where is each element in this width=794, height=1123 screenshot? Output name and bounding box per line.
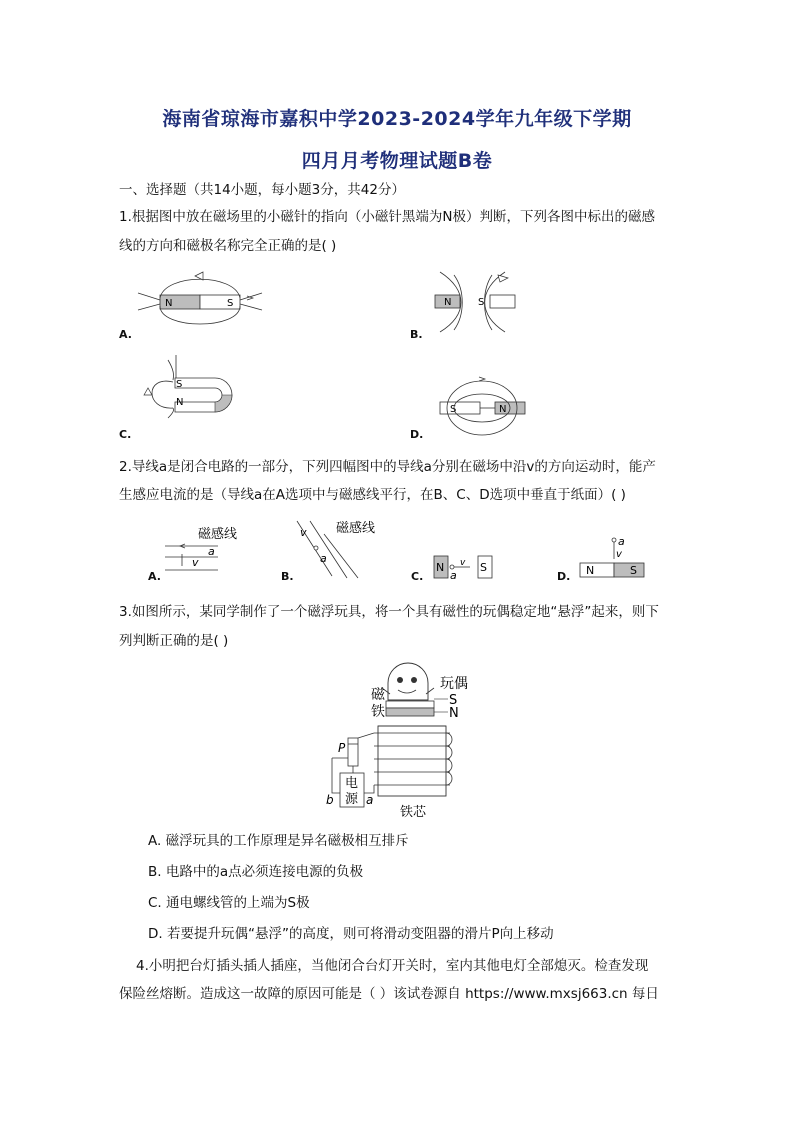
- q2b-v-label: v: [300, 526, 307, 539]
- q2c-n-label: N: [436, 561, 445, 574]
- q3-core-label: 铁芯: [400, 805, 427, 820]
- q1-figure-b: [430, 270, 530, 335]
- q1-option-b: B.: [410, 328, 423, 341]
- q2-line-1: 2.导线a是闭合电路的一部分，下列四幅图中的导线a分别在磁场中沿v的方向运动时，能产: [119, 459, 656, 475]
- q3-choice-c: C. 通电螺线管的上端为S极: [148, 895, 310, 911]
- q1-line-2: 线的方向和磁极名称完全正确的是( ): [119, 238, 337, 254]
- q3-magnet-label-1: 磁: [371, 687, 385, 703]
- q2-figure-d: [578, 535, 648, 581]
- q1c-s-label: S: [176, 379, 183, 390]
- q1c-n-label: N: [176, 397, 184, 408]
- title-line-1: 海南省琼海市嘉积中学2023-2024学年九年级下学期: [162, 108, 632, 130]
- q4-line-1: 4.小明把台灯插头插人插座，当他闭合台灯开关时，室内其他电灯全部熄灭。检查发现: [136, 958, 649, 974]
- q2-figure-a: [160, 524, 250, 579]
- q3-s-label: S: [449, 693, 458, 708]
- q2d-a-label: a: [618, 535, 625, 548]
- q1-figure-c: [140, 350, 240, 420]
- q3-a-label: a: [366, 793, 374, 807]
- q2a-v-label: v: [192, 556, 199, 569]
- q1a-n-label: N: [165, 298, 173, 309]
- q2-figure-b: [292, 516, 392, 581]
- q2c-a-label: a: [450, 569, 457, 582]
- q2-option-b: B.: [281, 570, 294, 583]
- q2a-field-label: 磁感线: [198, 527, 238, 542]
- q1d-n-label: N: [499, 404, 507, 415]
- q1d-s-label: S: [450, 404, 457, 415]
- q1a-s-label: S: [227, 298, 234, 309]
- q2-figure-c: [432, 553, 502, 583]
- q2b-field-label: 磁感线: [336, 521, 376, 536]
- q2d-n-label: N: [586, 564, 595, 577]
- q3-power-label-2: 源: [345, 792, 359, 807]
- q2-option-c: C.: [411, 570, 424, 583]
- q3-n-label: N: [449, 706, 459, 721]
- q3-line-2: 列判断正确的是( ): [119, 633, 229, 649]
- q1-figure-a: [135, 268, 265, 333]
- q2d-v-label: v: [616, 549, 622, 560]
- q2c-s-label: S: [480, 561, 487, 574]
- q1-option-c: C.: [119, 428, 132, 441]
- q2a-a-label: a: [208, 545, 215, 558]
- q3-p-label: P: [338, 741, 346, 755]
- q2b-a-label: a: [320, 552, 327, 565]
- q3-power-label-1: 电: [345, 776, 359, 791]
- q2-line-2: 生感应电流的是（导线a在A选项中与磁感线平行，在B、C、D选项中垂直于纸面）( ): [119, 487, 626, 503]
- q3-choice-d: D. 若要提升玩偶“悬浮”的高度，则可将滑动变阻器的滑片P向上移动: [148, 926, 554, 942]
- q3-magnet-label-2: 铁: [371, 704, 385, 720]
- q2d-s-label: S: [630, 564, 637, 577]
- q2-option-a: A.: [148, 570, 161, 583]
- q1-option-d: D.: [410, 428, 424, 441]
- q1b-n-label: N: [444, 297, 452, 308]
- q2-option-d: D.: [557, 570, 571, 583]
- q3-doll-label: 玩偶: [440, 676, 468, 692]
- q3-line-1: 3.如图所示，某同学制作了一个磁浮玩具，将一个具有磁性的玩偶稳定地“悬浮”起来，则下: [119, 604, 659, 620]
- section-header: 一、选择题（共14小题，每小题3分，共42分）: [119, 182, 405, 198]
- q3-figure: [318, 658, 488, 823]
- q1-figure-d: [435, 372, 530, 437]
- q1b-s-label: S: [478, 297, 485, 308]
- q1-option-a: A.: [119, 328, 132, 341]
- q1-line-1: 1.根据图中放在磁场里的小磁针的指向（小磁针黑端为N极）判断，下列各图中标出的磁感: [119, 209, 655, 225]
- q3-choice-b: B. 电路中的a点必须连接电源的负极: [148, 864, 364, 880]
- q3-choice-a: A. 磁浮玩具的工作原理是异名磁极相互排斥: [148, 833, 409, 849]
- q2c-v-label: v: [460, 558, 466, 568]
- title-line-2: 四月月考物理试题B卷: [301, 150, 493, 172]
- q3-b-label: b: [326, 793, 334, 807]
- q4-line-2: 保险丝熔断。造成这一故障的原因可能是（ ）该试卷源自 https://www.mxsj663.cn 每日: [119, 986, 659, 1002]
